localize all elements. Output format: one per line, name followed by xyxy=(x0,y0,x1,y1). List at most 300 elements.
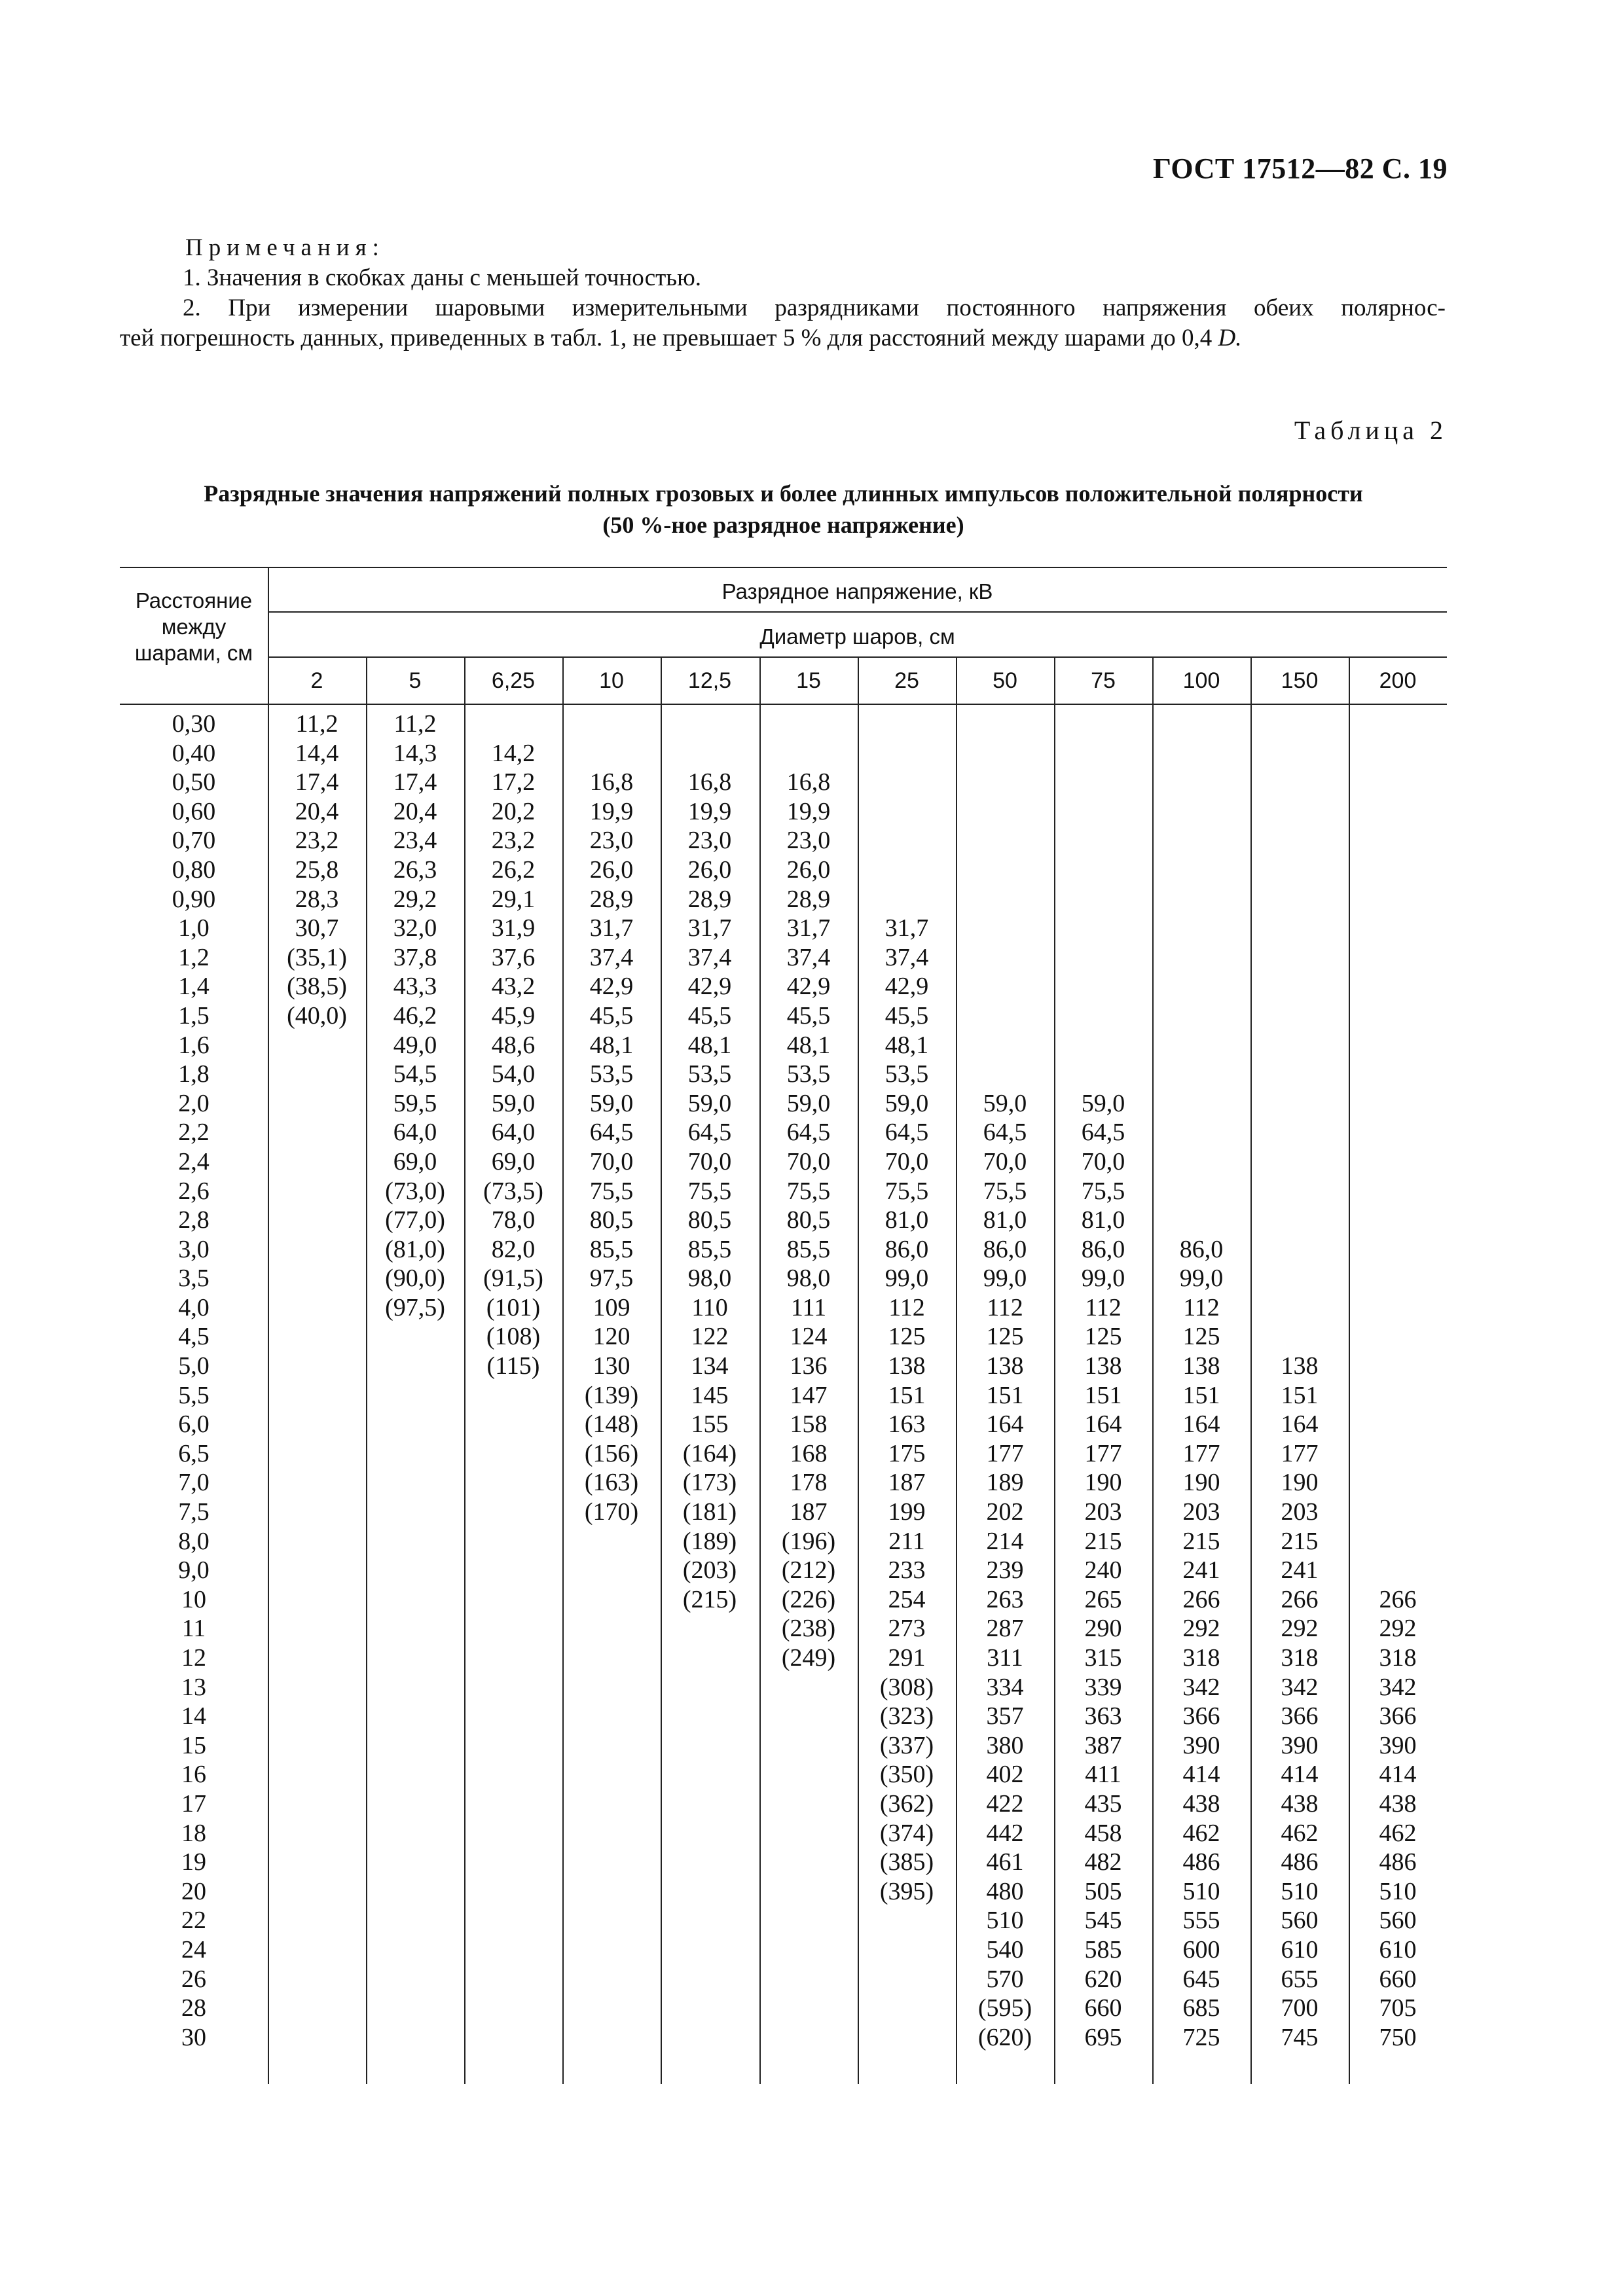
voltage-cell: (164) xyxy=(682,1439,737,1467)
voltage-cell: 99,0 xyxy=(983,1265,1027,1293)
voltage-cell: 31,7 xyxy=(786,914,831,942)
voltage-cell xyxy=(562,1673,661,1702)
voltage-cell: 30,7 xyxy=(295,914,339,942)
distance-cell: 13 xyxy=(181,1673,206,1701)
table-title xyxy=(120,478,1447,541)
voltage-cell: (203) xyxy=(682,1556,737,1585)
voltage-cell xyxy=(1349,1235,1447,1265)
voltage-cell: 620 xyxy=(1084,1965,1122,1993)
voltage-cell xyxy=(759,1731,858,1761)
voltage-cell: 48,1 xyxy=(884,1031,929,1059)
voltage-cell xyxy=(464,1789,562,1819)
voltage-cell xyxy=(268,1614,366,1643)
voltage-cell xyxy=(268,1935,366,1965)
distance-header-line-2: между xyxy=(161,615,227,639)
voltage-cell xyxy=(661,1702,759,1731)
voltage-cell xyxy=(268,1643,366,1673)
voltage-cell: 147 xyxy=(790,1381,828,1409)
voltage-cell: 70,0 xyxy=(786,1147,831,1175)
voltage-cell xyxy=(661,1673,759,1702)
voltage-cell: 26,0 xyxy=(786,855,831,884)
voltage-cell xyxy=(1349,739,1447,768)
voltage-cell xyxy=(1054,1060,1152,1089)
voltage-cell: 414 xyxy=(1182,1761,1220,1789)
voltage-cell xyxy=(464,1556,562,1585)
voltage-cell xyxy=(1250,914,1349,943)
voltage-cell: 28,3 xyxy=(295,885,339,913)
voltage-cell: 86,0 xyxy=(1179,1235,1224,1263)
voltage-cell: 20,4 xyxy=(295,797,339,825)
diameter-header-10: 150 xyxy=(1281,668,1319,693)
voltage-cell: 45,5 xyxy=(786,1001,831,1030)
diameter-header-4: 12,5 xyxy=(687,668,732,693)
voltage-cell: 318 xyxy=(1182,1644,1220,1672)
voltage-cell: 75,5 xyxy=(983,1177,1027,1205)
voltage-cell xyxy=(268,2023,366,2053)
voltage-cell xyxy=(858,885,956,914)
voltage-cell: 26,0 xyxy=(589,855,634,884)
voltage-cell: 442 xyxy=(986,1819,1024,1847)
voltage-cell xyxy=(759,2023,858,2053)
voltage-cell: 64,5 xyxy=(983,1119,1027,1147)
voltage-cell xyxy=(661,1819,759,1848)
voltage-cell: 53,5 xyxy=(687,1060,732,1088)
voltage-cell xyxy=(464,1935,562,1965)
voltage-cell xyxy=(366,1585,464,1615)
header-bottom-rule xyxy=(120,704,1447,705)
distance-cell: 17 xyxy=(181,1789,206,1818)
voltage-cell xyxy=(1349,1264,1447,1293)
voltage-cell xyxy=(268,1498,366,1527)
voltage-cell xyxy=(268,1556,366,1585)
voltage-cell xyxy=(1349,768,1447,797)
voltage-cell: 390 xyxy=(1182,1731,1220,1759)
voltage-cell: 14,2 xyxy=(491,739,536,767)
voltage-cell: 745 xyxy=(1281,2023,1319,2051)
voltage-cell: (189) xyxy=(682,1527,737,1555)
voltage-cell: 26,3 xyxy=(393,855,437,884)
voltage-cell xyxy=(1349,914,1447,943)
voltage-cell: (350) xyxy=(879,1761,934,1789)
voltage-cell: 86,0 xyxy=(983,1235,1027,1263)
voltage-cell: 31,7 xyxy=(884,914,929,942)
distance-cell: 7,5 xyxy=(178,1498,210,1526)
voltage-cell xyxy=(268,1089,366,1119)
voltage-cell: (163) xyxy=(584,1469,639,1497)
voltage-cell xyxy=(858,1906,956,1935)
voltage-cell xyxy=(366,2023,464,2053)
voltage-cell: 570 xyxy=(986,1965,1024,1993)
diameter-header-6: 25 xyxy=(894,668,919,693)
voltage-cell: 660 xyxy=(1379,1965,1417,1993)
voltage-cell: 125 xyxy=(1084,1323,1122,1351)
voltage-cell xyxy=(661,2023,759,2053)
distance-cell: 1,4 xyxy=(178,973,210,1001)
voltage-cell xyxy=(562,1585,661,1615)
voltage-cell: 14,4 xyxy=(295,739,339,767)
voltage-cell xyxy=(956,709,1054,739)
voltage-cell xyxy=(759,1702,858,1731)
distance-header-line-3: шарами, см xyxy=(134,641,253,665)
voltage-cell: 287 xyxy=(986,1615,1024,1643)
voltage-column-3 xyxy=(562,709,661,2052)
voltage-cell: 28,9 xyxy=(687,885,732,913)
voltage-cell: 14,3 xyxy=(393,739,437,767)
voltage-cell xyxy=(1152,709,1250,739)
voltage-cell: (101) xyxy=(486,1293,541,1321)
voltage-cell xyxy=(956,768,1054,797)
distance-cell: 0,70 xyxy=(172,827,216,855)
voltage-cell: 99,0 xyxy=(884,1265,929,1293)
distance-cell: 12 xyxy=(181,1644,206,1672)
voltage-cell xyxy=(1152,1060,1250,1089)
voltage-cell: 177 xyxy=(1182,1439,1220,1467)
voltage-cell xyxy=(661,1614,759,1643)
voltage-cell: (238) xyxy=(781,1615,836,1643)
voltage-cell: 482 xyxy=(1084,1848,1122,1876)
voltage-cell: 85,5 xyxy=(589,1235,634,1263)
distance-cell: 3,0 xyxy=(178,1235,210,1263)
voltage-cell: 462 xyxy=(1281,1819,1319,1847)
voltage-cell xyxy=(858,739,956,768)
voltage-cell: (323) xyxy=(879,1702,934,1731)
voltage-cell: 75,5 xyxy=(687,1177,732,1205)
voltage-cell: 263 xyxy=(986,1585,1024,1613)
voltage-cell: (148) xyxy=(584,1410,639,1439)
voltage-cell: (249) xyxy=(781,1644,836,1672)
note-2-continued: тей погрешность данных, приведенных в табл. 1, не превышает 5 % для расстояний между шарами до 0,4 D. xyxy=(120,325,1242,351)
voltage-cell xyxy=(1054,914,1152,943)
distance-cell: 19 xyxy=(181,1848,206,1876)
voltage-cell xyxy=(1349,1410,1447,1439)
voltage-cell: 112 xyxy=(1183,1293,1220,1321)
voltage-cell xyxy=(1152,739,1250,768)
distance-cell: 6,5 xyxy=(178,1439,210,1467)
voltage-cell xyxy=(956,943,1054,973)
voltage-cell: 645 xyxy=(1182,1965,1220,1993)
voltage-cell: (212) xyxy=(781,1556,836,1585)
note-italic-symbol: D. xyxy=(1218,325,1242,351)
voltage-cell: 82,0 xyxy=(491,1235,536,1263)
voltage-cell: 25,8 xyxy=(295,855,339,884)
voltage-cell: 163 xyxy=(888,1410,926,1439)
distance-cell: 1,6 xyxy=(178,1031,210,1059)
voltage-cell: 46,2 xyxy=(393,1001,437,1030)
voltage-cell: 59,0 xyxy=(1081,1089,1125,1117)
voltage-cell xyxy=(268,1673,366,1702)
voltage-cell xyxy=(1152,768,1250,797)
voltage-cell xyxy=(562,1935,661,1965)
voltage-cell: (395) xyxy=(879,1877,934,1905)
voltage-cell: (35,1) xyxy=(287,943,347,971)
voltage-cell: 17,4 xyxy=(393,768,437,797)
voltage-cell xyxy=(464,1994,562,2023)
distance-header-line-1: Расстояние xyxy=(135,588,253,613)
distance-cell: 0,40 xyxy=(172,739,216,767)
voltage-cell xyxy=(1054,943,1152,973)
voltage-cell: 120 xyxy=(593,1323,630,1351)
voltage-cell xyxy=(268,1731,366,1761)
voltage-cell xyxy=(1349,1293,1447,1323)
distance-cell: 1,2 xyxy=(178,943,210,971)
voltage-cell: 28,9 xyxy=(589,885,634,913)
diameter-header-11: 200 xyxy=(1379,668,1417,693)
voltage-cell xyxy=(562,709,661,739)
voltage-cell xyxy=(366,1877,464,1907)
voltage-cell xyxy=(1250,739,1349,768)
voltage-cell: 17,4 xyxy=(295,768,339,797)
voltage-cell: 414 xyxy=(1379,1761,1417,1789)
voltage-cell xyxy=(268,1293,366,1323)
voltage-cell: 80,5 xyxy=(687,1206,732,1234)
voltage-cell: 695 xyxy=(1084,2023,1122,2051)
voltage-cell: 70,0 xyxy=(983,1147,1027,1175)
voltage-cell: (362) xyxy=(879,1789,934,1818)
voltage-cell: 151 xyxy=(1182,1381,1220,1409)
voltage-column-11 xyxy=(1349,709,1447,2052)
voltage-cell xyxy=(759,1935,858,1965)
voltage-cell: 125 xyxy=(1182,1323,1220,1351)
voltage-cell xyxy=(366,1994,464,2023)
voltage-cell: (595) xyxy=(977,1994,1032,2022)
distance-cell: 2,8 xyxy=(178,1206,210,1234)
voltage-cell: (620) xyxy=(977,2023,1032,2051)
voltage-cell xyxy=(1152,1089,1250,1119)
diameter-header-3: 10 xyxy=(599,668,624,693)
voltage-cell: (385) xyxy=(879,1848,934,1876)
voltage-cell: 199 xyxy=(888,1498,926,1526)
voltage-cell xyxy=(759,709,858,739)
voltage-cell: 112 xyxy=(888,1293,925,1321)
voltage-cell: 241 xyxy=(1182,1556,1220,1585)
voltage-cell: 555 xyxy=(1182,1907,1220,1935)
voltage-cell xyxy=(1349,1177,1447,1206)
distance-header xyxy=(120,588,268,666)
voltage-cell xyxy=(366,1848,464,1877)
voltage-cell: (170) xyxy=(584,1498,639,1526)
voltage-cell xyxy=(661,709,759,739)
voltage-cell xyxy=(858,1935,956,1965)
voltage-cell xyxy=(858,1994,956,2023)
voltage-cell xyxy=(366,1322,464,1352)
voltage-cell: 158 xyxy=(790,1410,828,1439)
voltage-cell xyxy=(562,1527,661,1556)
voltage-cell: 402 xyxy=(986,1761,1024,1789)
voltage-cell: 37,4 xyxy=(687,943,732,971)
voltage-cell: 136 xyxy=(790,1352,828,1380)
voltage-cell xyxy=(1250,1089,1349,1119)
voltage-cell xyxy=(858,768,956,797)
voltage-cell xyxy=(562,1789,661,1819)
voltage-cell xyxy=(464,1498,562,1527)
distance-cell: 15 xyxy=(181,1731,206,1759)
voltage-cell xyxy=(268,1702,366,1731)
voltage-cell: 292 xyxy=(1182,1615,1220,1643)
voltage-cell: 435 xyxy=(1084,1789,1122,1818)
voltage-cell: 486 xyxy=(1379,1848,1417,1876)
voltage-cell: 151 xyxy=(888,1381,926,1409)
voltage-cell: (308) xyxy=(879,1673,934,1701)
voltage-cell: 138 xyxy=(888,1352,926,1380)
distance-cell: 0,60 xyxy=(172,797,216,825)
voltage-cell: 19,9 xyxy=(589,797,634,825)
voltage-cell xyxy=(1250,1001,1349,1031)
voltage-cell xyxy=(1152,1001,1250,1031)
voltage-cell xyxy=(1250,709,1349,739)
voltage-cell: 190 xyxy=(1281,1469,1319,1497)
voltage-column-9 xyxy=(1152,709,1250,2052)
voltage-cell xyxy=(661,1848,759,1877)
voltage-cell: 64,0 xyxy=(393,1119,437,1147)
voltage-cell: 311 xyxy=(987,1644,1023,1672)
voltage-cell: 380 xyxy=(986,1731,1024,1759)
voltage-cell: 70,0 xyxy=(687,1147,732,1175)
voltage-cell: 175 xyxy=(888,1439,926,1467)
voltage-cell: 610 xyxy=(1281,1935,1319,1964)
voltage-cell: 291 xyxy=(888,1644,926,1672)
voltage-cell xyxy=(366,1965,464,1994)
voltage-cell xyxy=(268,1147,366,1177)
voltage-cell xyxy=(759,1848,858,1877)
voltage-cell xyxy=(1152,1031,1250,1060)
distance-cell: 5,0 xyxy=(178,1352,210,1380)
voltage-cell xyxy=(464,1673,562,1702)
voltage-cell: 177 xyxy=(1281,1439,1319,1467)
voltage-column-5 xyxy=(759,709,858,2052)
voltage-cell: 342 xyxy=(1182,1673,1220,1701)
voltage-cell xyxy=(464,1410,562,1439)
voltage-cell: 59,0 xyxy=(786,1089,831,1117)
voltage-cell xyxy=(562,2023,661,2053)
voltage-cell: 59,0 xyxy=(983,1089,1027,1117)
voltage-cell: 59,0 xyxy=(687,1089,732,1117)
voltage-cell xyxy=(1349,1468,1447,1498)
voltage-cell xyxy=(366,1819,464,1848)
voltage-cell xyxy=(366,1702,464,1731)
voltage-cell: 29,1 xyxy=(491,885,536,913)
voltage-cell: 318 xyxy=(1379,1644,1417,1672)
voltage-cell: 725 xyxy=(1182,2023,1220,2051)
voltage-cell xyxy=(268,1789,366,1819)
voltage-cell: 705 xyxy=(1379,1994,1417,2022)
voltage-cell xyxy=(464,1585,562,1615)
voltage-cell xyxy=(1054,1031,1152,1060)
voltage-cell: 59,5 xyxy=(393,1089,437,1117)
voltage-cell xyxy=(268,1527,366,1556)
voltage-cell: (77,0) xyxy=(385,1206,445,1234)
voltage-cell: 292 xyxy=(1379,1615,1417,1643)
voltage-cell: 342 xyxy=(1379,1673,1417,1701)
voltage-cell xyxy=(759,1760,858,1789)
voltage-cell: 125 xyxy=(986,1323,1024,1351)
distance-cell: 20 xyxy=(181,1877,206,1905)
voltage-cell xyxy=(366,1439,464,1469)
voltage-cell: 600 xyxy=(1182,1935,1220,1964)
voltage-cell: 486 xyxy=(1281,1848,1319,1876)
voltage-header: Разрядное напряжение, кВ xyxy=(721,579,993,603)
diameter-header-8: 75 xyxy=(1091,668,1116,693)
voltage-cell xyxy=(1152,855,1250,885)
voltage-cell: 510 xyxy=(1182,1877,1220,1905)
voltage-cell: 215 xyxy=(1281,1527,1319,1555)
voltage-cell: 23,0 xyxy=(786,827,831,855)
voltage-cell xyxy=(956,855,1054,885)
voltage-cell: 19,9 xyxy=(786,797,831,825)
voltage-cell: 560 xyxy=(1281,1907,1319,1935)
voltage-cell xyxy=(956,739,1054,768)
voltage-cell xyxy=(268,1381,366,1410)
distance-cell: 0,80 xyxy=(172,855,216,884)
voltage-cell: 151 xyxy=(986,1381,1024,1409)
voltage-cell: 480 xyxy=(986,1877,1024,1905)
voltage-cell: (91,5) xyxy=(483,1265,543,1293)
voltage-cell xyxy=(562,1877,661,1907)
voltage-cell xyxy=(464,1965,562,1994)
voltage-cell: 660 xyxy=(1084,1994,1122,2022)
voltage-cell: (73,5) xyxy=(483,1177,543,1205)
voltage-cell: 20,4 xyxy=(393,797,437,825)
voltage-cell xyxy=(366,1468,464,1498)
voltage-cell xyxy=(1349,1381,1447,1410)
voltage-cell xyxy=(366,1410,464,1439)
voltage-cell xyxy=(366,1935,464,1965)
voltage-cell: (337) xyxy=(879,1731,934,1759)
voltage-cell: 241 xyxy=(1281,1556,1319,1585)
voltage-cell: 438 xyxy=(1182,1789,1220,1818)
voltage-cell: 48,1 xyxy=(786,1031,831,1059)
distance-cell: 0,50 xyxy=(172,768,216,797)
voltage-column-4 xyxy=(661,709,759,2052)
voltage-cell xyxy=(1349,709,1447,739)
voltage-cell xyxy=(956,914,1054,943)
voltage-cell xyxy=(759,1789,858,1819)
voltage-cell: 130 xyxy=(593,1352,630,1380)
voltage-cell: 31,9 xyxy=(491,914,536,942)
voltage-cell: 69,0 xyxy=(491,1147,536,1175)
distance-cell: 6,0 xyxy=(178,1410,210,1439)
voltage-cell: 461 xyxy=(986,1848,1024,1876)
voltage-cell xyxy=(464,2023,562,2053)
voltage-cell: 177 xyxy=(1084,1439,1122,1467)
voltage-cell: 16,8 xyxy=(786,768,831,797)
voltage-cell xyxy=(366,1352,464,1381)
voltage-cell xyxy=(1250,797,1349,827)
voltage-cell xyxy=(1349,826,1447,855)
voltage-cell: 266 xyxy=(1379,1585,1417,1613)
voltage-cell: 138 xyxy=(1182,1352,1220,1380)
voltage-cell: 69,0 xyxy=(393,1147,437,1175)
voltage-cell xyxy=(268,1585,366,1615)
distance-cell: 28 xyxy=(181,1994,206,2022)
voltage-cell xyxy=(464,1760,562,1789)
voltage-cell: 265 xyxy=(1084,1585,1122,1613)
voltage-cell: 59,0 xyxy=(589,1089,634,1117)
voltage-cell: 37,4 xyxy=(589,943,634,971)
voltage-cell: 122 xyxy=(691,1323,729,1351)
voltage-cell xyxy=(268,1468,366,1498)
diameter-header-9: 100 xyxy=(1182,668,1220,693)
diameter-header-7: 50 xyxy=(993,668,1017,693)
voltage-cell: 45,5 xyxy=(884,1001,929,1030)
table-top-rule xyxy=(120,567,1447,568)
voltage-cell xyxy=(1152,1206,1250,1235)
voltage-cell xyxy=(661,1643,759,1673)
voltage-cell: 37,6 xyxy=(491,943,536,971)
voltage-cell xyxy=(268,1322,366,1352)
voltage-cell: 97,5 xyxy=(589,1265,634,1293)
voltage-cell: 80,5 xyxy=(589,1206,634,1234)
voltage-cell: 215 xyxy=(1182,1527,1220,1555)
